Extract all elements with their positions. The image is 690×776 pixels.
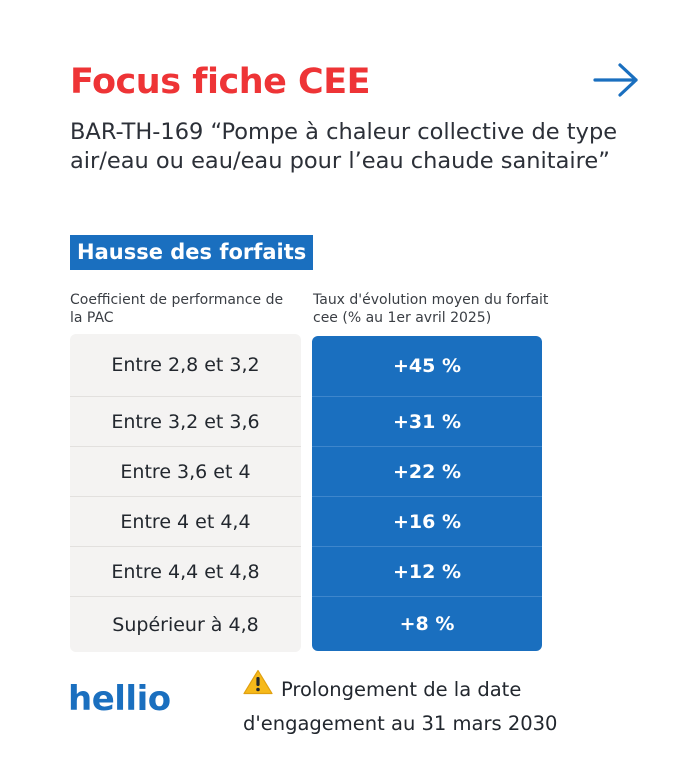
deadline-note-text: Prolongement de la date d'engagement au 31 mars 2030 [243,678,558,735]
cop-range-cell: Supérieur à 4,8 [70,596,301,652]
rate-column [312,336,542,651]
cop-range-column [70,334,301,652]
page-title: Focus fiche CEE [70,62,371,102]
cop-range-cell: Entre 3,6 et 4 [70,446,301,496]
subtitle: BAR-TH-169 “Pompe à chaleur collective de type air/eau ou eau/eau pour l’eau chaude sanitaire” [70,119,618,174]
hellio-logo: hellio [68,679,171,719]
cop-range-cell: Entre 2,8 et 3,2 [111,354,260,376]
rate-cell: +16 % [312,496,542,546]
cop-range-cell: Entre 4 et 4,4 [70,496,301,546]
deadline-note [243,673,623,741]
rate-cell: +31 % [312,396,542,446]
rate-cell: +22 % [312,446,542,496]
rate-cell: +45 % [392,355,461,377]
right-column-header: Taux d'évolution moyen du forfait cee (% au 1er avril 2025) [313,292,549,326]
left-column-header: Coefficient de performance de la PAC [70,292,284,326]
section-badge: Hausse des forfaits [70,235,313,270]
rate-cell: +12 % [312,546,542,596]
arrow-right-icon[interactable] [592,62,640,98]
cop-range-cell: Entre 3,2 et 3,6 [70,396,301,446]
rate-cell: +8 % [312,596,542,651]
cop-range-cell: Entre 4,4 et 4,8 [70,546,301,596]
